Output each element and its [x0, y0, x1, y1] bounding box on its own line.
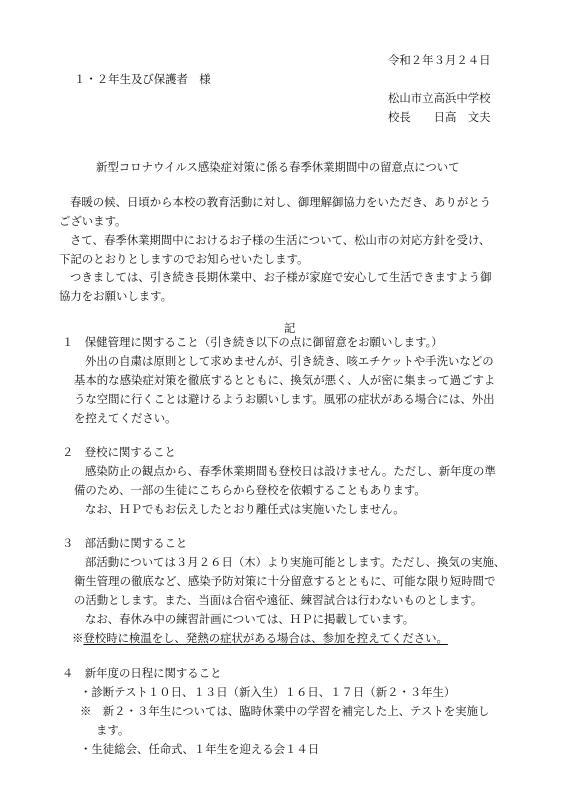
- section-line: の活動とします。また、当面は合宿や遠征、練習試合は行わないものとします。: [74, 593, 483, 607]
- section-line: なお、ＨＰでもお伝えしたとおり離任式は実施いたしません。: [85, 502, 405, 516]
- section-line: を控えてください。: [74, 411, 177, 425]
- section-line: 部活動については３月２６日（木）より実施可能とします。ただし、換気の実施、: [85, 555, 506, 569]
- intro-line: 協力をお願いします。: [59, 289, 172, 303]
- schedule-note: ます。: [96, 723, 130, 737]
- section-heading: ３ 部活動に関すること: [62, 536, 188, 550]
- note-mark: ※: [72, 631, 84, 645]
- intro-line: さて、春季休業期間中におけるお子様の生活について、松山市の対応方針を受け、: [70, 233, 491, 247]
- document-date: 令和２年３月２４日: [388, 53, 491, 67]
- section-line: 備のため、一部の生徒にこちらから登校を依頼することもあります。: [74, 483, 426, 497]
- section-line: なお、春休み中の練習計画については、ＨＰに掲載しています。: [85, 612, 415, 626]
- intro-line: ございます。: [59, 214, 127, 228]
- section-line: 基本的な感染症対策を徹底するとともに、換気が悪く、人が密に集まって過ごすよ: [74, 373, 496, 387]
- intro-line: 春暖の候、日頃から本校の教育活動に対し、御理解御協力をいただき、ありがとう: [70, 195, 491, 209]
- ki-heading: 記: [284, 321, 296, 335]
- note-text: 登校時に検温をし、発熱の症状がある場合は、参加を控えてください。: [83, 631, 448, 645]
- schedule-item: ・診断テスト１０日、１３日（新入生）１６日、１７日（新２・３年生）: [80, 685, 456, 699]
- school-name: 松山市立高浜中学校: [388, 91, 491, 105]
- section-line: 衛生管理の徹底など、感染予防対策に十分留意するとともに、可能な限り短時間で: [74, 574, 496, 588]
- section-line: 外出の自粛は原則として求めませんが、引き続き、咳エチケットや手洗いなどの: [85, 354, 494, 368]
- section-heading: ２ 登校に関すること: [62, 445, 176, 459]
- principal-name: 校長 日高 文夫: [388, 110, 491, 124]
- section-line: うな空間に行くことは避けるようお願いします。風邪の症状がある場合には、外出: [74, 392, 495, 406]
- section-heading: １ 保健管理に関すること（引き続き以下の点に御留意をお願いします。）: [62, 335, 443, 349]
- note-line: [72, 628, 448, 648]
- section-heading: ４ 新年度の日程に関すること: [62, 666, 222, 680]
- intro-line: つきましては、引き続き長期休業中、お子様が家庭で安心して生活できますよう御: [70, 270, 492, 284]
- section-line: 感染防止の観点から、春季休業期間も登校日は設けません。ただし、新年度の準: [85, 464, 496, 478]
- recipient: １・２年生及び保護者 様: [74, 72, 211, 86]
- intro-line: 下記のとおりとしますのでお知らせいたします。: [59, 252, 309, 266]
- schedule-note: ※ 新２・３年生については、臨時休業中の学習を補完した上、テストを実施し: [80, 704, 490, 718]
- document-title: 新型コロナウイルス感染症対策に係る春季休業期間中の留意点について: [96, 160, 460, 174]
- schedule-item: ・生徒総会、任命式、１年生を迎える会１４日: [80, 742, 320, 756]
